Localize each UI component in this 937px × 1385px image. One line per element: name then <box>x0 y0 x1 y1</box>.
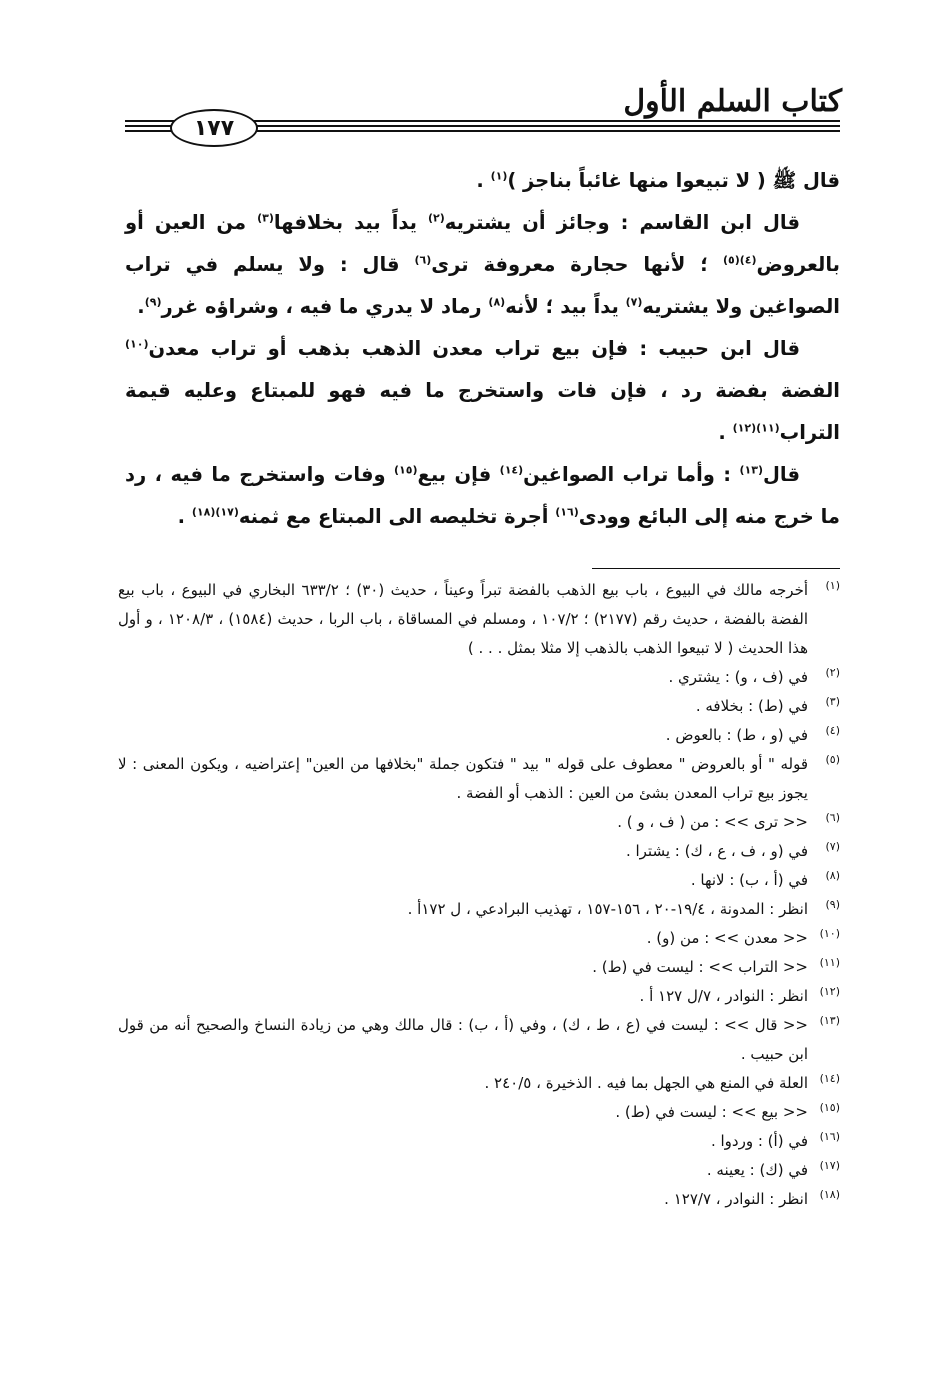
footnote-ref: (١٧)(١٨) <box>191 505 239 519</box>
footnote-ref: (١٤) <box>499 463 524 477</box>
main-text <box>125 160 840 538</box>
footnote-text: في (أ ، ب) : لانها . <box>690 871 808 889</box>
text-run: . <box>476 169 491 192</box>
paragraph <box>125 202 840 328</box>
footnote <box>118 953 840 982</box>
text-run: قال ابن القاسم : وجائز أن يشتريه <box>444 211 800 234</box>
page-number: ١٧٧ <box>170 109 258 147</box>
footnote <box>118 1098 840 1127</box>
footnote-text: << التراب >> : ليست في (ط) . <box>592 958 808 976</box>
footnote-text: انظر : النوادر ، ١٢٧/٧ . <box>664 1190 808 1208</box>
text-run: يداً بيد ؛ لأنه <box>505 295 626 318</box>
footnote <box>118 837 840 866</box>
text-run: : وأما تراب الصواغين <box>523 463 740 486</box>
footnote-text: انظر : المدونة ، ١٩/٤-٢٠ ، ١٥٦-١٥٧ ، تهذيب البرادعي ، ل ١٧٢أ . <box>407 900 808 918</box>
footnote-text: في (و ، ط) : بالعوض . <box>665 726 808 744</box>
footnote-number: (٦) <box>825 811 840 824</box>
footnote-ref: (٣) <box>257 211 274 225</box>
footnote-ref: (٧) <box>625 295 643 309</box>
footnote-text: أخرجه مالك في البيوع ، باب بيع الذهب بالفضة تبراً وعيناً ، حديث (٣٠) ؛ ٦٣٣/٢ البخاري في البيوع ، باب بيع الفضة بالفضة ، حديث رقم (٢١٧٧) ؛ ١٠٧/٢ ، ومسلم في المساقاة ، باب الربا ، حديث (١٥٨٤) ، ١٢٠٨/٣ ، و أول هذا الحديث ( لا تبيعوا الذهب بالذهب إلا مثلا بمثل . . . ) <box>118 581 809 657</box>
footnote <box>118 663 840 692</box>
footnote <box>118 808 840 837</box>
footnote-ref: (٨) <box>488 295 506 309</box>
footnote-number: (١٨) <box>819 1188 840 1201</box>
footnote-number: (٤) <box>825 724 840 737</box>
footnote <box>118 1069 840 1098</box>
footnote <box>118 1127 840 1156</box>
footnote <box>118 721 840 750</box>
paragraph <box>125 328 840 454</box>
footnote <box>118 1185 840 1214</box>
footnote-text: << قال >> : ليست في (ع ، ط ، ك) ، وفي (أ ، ب) : قال مالك وهي من زيادة النساخ والصحيح أنه من قول ابن حبيب . <box>118 1016 808 1063</box>
footnote-ref: (٢) <box>428 211 445 225</box>
footnote-number: (١١) <box>819 956 840 969</box>
footnote-number: (١) <box>825 579 840 592</box>
footnote-text: << ترى >> : من ( ف ، و ) . <box>617 813 808 831</box>
footnote <box>118 895 840 924</box>
footnote-text: في (و ، ف ، ع ، ك) : يشترا . <box>625 842 808 860</box>
text-run: ؛ لأنها حجارة معروفة ترى <box>431 253 723 276</box>
footnote-number: (١٢) <box>819 985 840 998</box>
text-run: قال : ولا يسلم في تراب الصواغين ولا يشتريه <box>125 253 840 318</box>
running-header-title: كتاب السلم الأول <box>623 84 842 119</box>
footnote-ref: (١) <box>490 169 508 183</box>
footnote-number: (٧) <box>825 840 840 853</box>
paragraph <box>125 160 840 202</box>
footnote-ref: (٩) <box>144 295 162 309</box>
footnote-text: في (ف ، و) : يشتري . <box>668 668 808 686</box>
text-run: أجرة تخليصه الى المبتاع مع ثمنه <box>238 505 556 528</box>
footnote <box>118 1011 840 1069</box>
text-run: من العين أو بالعروض <box>125 211 841 276</box>
footnote <box>118 1156 840 1185</box>
text-run: فإن بيع <box>417 463 500 486</box>
footnote <box>118 750 840 808</box>
footnote-ref: (١٥) <box>394 463 418 477</box>
footnote-number: (١٣) <box>819 1014 840 1027</box>
footnote <box>118 924 840 953</box>
footnote-ref: (١٠) <box>125 337 149 351</box>
footnote-number: (٢) <box>825 666 840 679</box>
footnote-text: << بيع >> : ليست في (ط) . <box>615 1103 808 1121</box>
footnote-number: (١٤) <box>819 1072 840 1085</box>
footnote-separator <box>592 568 840 569</box>
footnote-text: << معدن >> : من (و) . <box>646 929 808 947</box>
footnote <box>118 576 840 663</box>
footnote-text: العلة في المنع هي الجهل بما فيه . الذخيرة ، ٢٤٠/٥ . <box>484 1074 808 1092</box>
text-run: قال <box>762 463 800 486</box>
text-run: وفات واستخرج ما فيه ، رد ما خرج منه إلى البائع وودى <box>125 463 840 528</box>
footnote-ref: (٦) <box>414 253 432 267</box>
footnote-number: (٩) <box>825 898 840 911</box>
footnote-number: (١٧) <box>819 1159 840 1172</box>
footnote-text: في (ط) : بخلافه . <box>695 697 808 715</box>
footnote-number: (١٥) <box>819 1101 840 1114</box>
text-run: . <box>177 505 192 528</box>
text-run: الفضة بفضة رد ، فإن فات واستخرج ما فيه فهو للمبتاع وعليه قيمة التراب <box>125 379 840 444</box>
footnote-number: (١٦) <box>819 1130 840 1143</box>
footnote-ref: (١١)(١٢) <box>732 421 780 435</box>
footnote <box>118 866 840 895</box>
footnote-text: قوله " أو بالعروض " معطوف على قوله " بيد " فتكون جملة "بخلافها من العين" إعتراضيه ، ويكون المعنى : لا يجوز بيع تراب المعدن بشئ من العين : الذهب أو الفضة . <box>118 755 808 802</box>
footnote-text: انظر : النوادر ، ٧/ل ١٢٧ أ . <box>639 987 808 1005</box>
footnotes <box>118 576 840 1214</box>
paragraph <box>125 454 840 538</box>
footnote <box>118 692 840 721</box>
text-run: . <box>137 295 145 318</box>
footnote-number: (١٠) <box>819 927 840 940</box>
footnote-ref: (١٦) <box>555 505 579 519</box>
footnote-number: (٨) <box>825 869 840 882</box>
text-run: يداً بيد بخلافها <box>273 211 429 234</box>
text-run: رماد لا يدري ما فيه ، وشراؤه غرر <box>161 295 489 318</box>
text-run: . <box>718 421 733 444</box>
footnote-number: (٥) <box>825 753 840 766</box>
footnote-number: (٣) <box>825 695 840 708</box>
footnote-text: في (أ) : وردوا . <box>710 1132 808 1150</box>
text-run: قال ﷺ ( لا تبيعوا منها غائباً بناجز ) <box>507 169 840 192</box>
text-run: قال ابن حبيب : فإن بيع تراب معدن الذهب بذهب أو تراب معدن <box>148 337 800 360</box>
footnote <box>118 982 840 1011</box>
footnote-ref: (١٣) <box>739 463 763 477</box>
footnote-ref: (٤)(٥) <box>722 253 757 267</box>
footnote-text: في (ك) : يعينه . <box>706 1161 808 1179</box>
